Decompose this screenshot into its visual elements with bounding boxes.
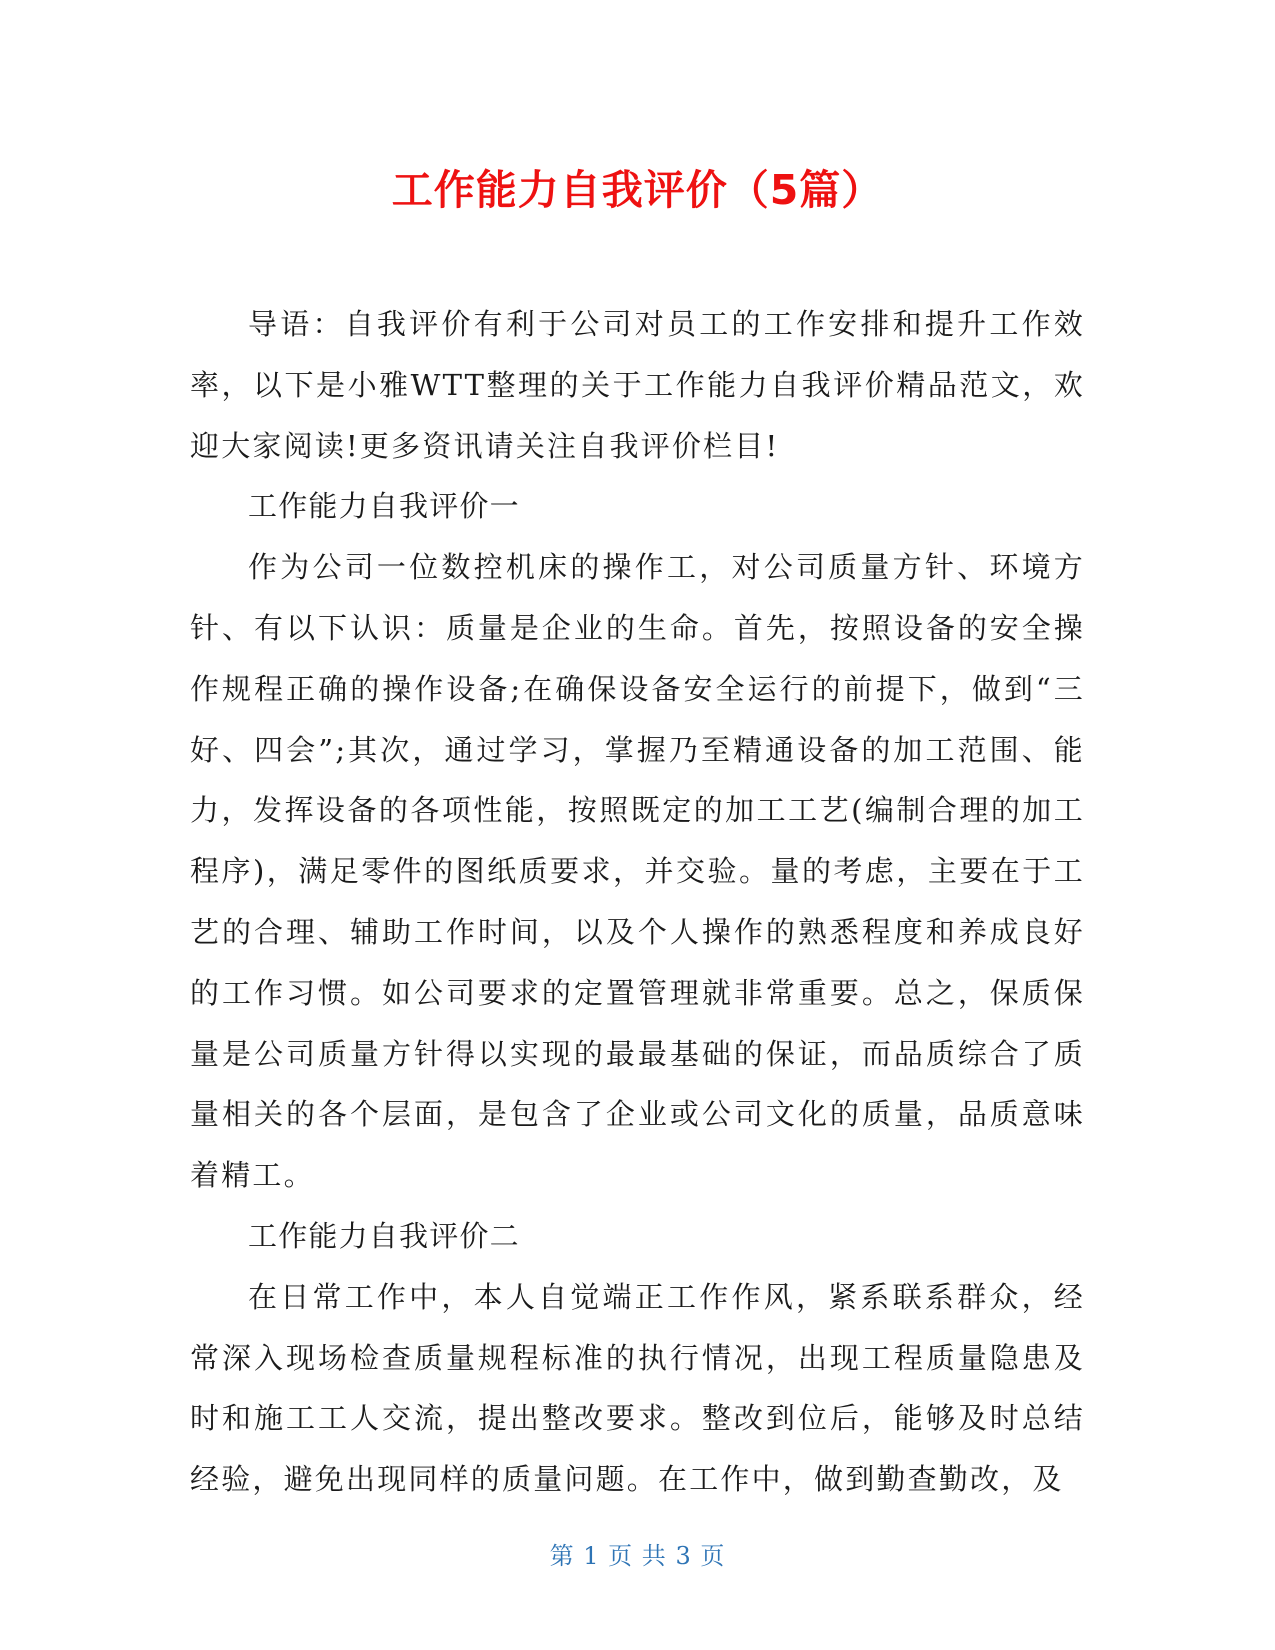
section-heading-one: 工作能力自我评价一 (248, 489, 520, 524)
document-title: 工作能力自我评价（5篇） (391, 166, 884, 214)
page-number-footer: 第 1 页 共 3 页 (549, 1542, 726, 1570)
document-body (190, 294, 1085, 1510)
section-one-paragraph: 作为公司一位数控机床的操作工，对公司质量方针、环境方针、有以下认识：质量是企业的生命。首先，按照设备的安全操作规程正确的操作设备;在确保设备安全运行的前提下，做到“三好、四会”;其次，通过学习，掌握乃至精通设备的加工范围、能力，发挥设备的各项性能，按照既定的加工工艺(编制合理的加工程序)，满足零件的图纸质要求，并交验。量的考虑，主要在于工艺的合理、辅助工作时间，以及个人操作的熟悉程度和养成良好的工作习惯。如公司要求的定置管理就非常重要。总之，保质保量是公司质量方针得以实现的最最基础的保证，而品质综合了质量相关的各个层面，是包含了企业或公司文化的质量，品质意味着精工。 (190, 550, 1085, 1193)
section-two-paragraph: 在日常工作中，本人自觉端正工作作风，紧系联系群众，经常深入现场检查质量规程标准的执行情况，出现工程质量隐患及时和施工工人交流，提出整改要求。整改到位后，能够及时总结经验，避免出现同样的质量问题。在工作中，做到勤查勤改，及 (190, 1279, 1085, 1497)
section-heading-two: 工作能力自我评价二 (248, 1218, 520, 1253)
intro-paragraph: 导语：自我评价有利于公司对员工的工作安排和提升工作效率，以下是小雅WTT整理的关于工作能力自我评价精品范文，欢迎大家阅读!更多资讯请关注自我评价栏目! (190, 307, 1085, 463)
